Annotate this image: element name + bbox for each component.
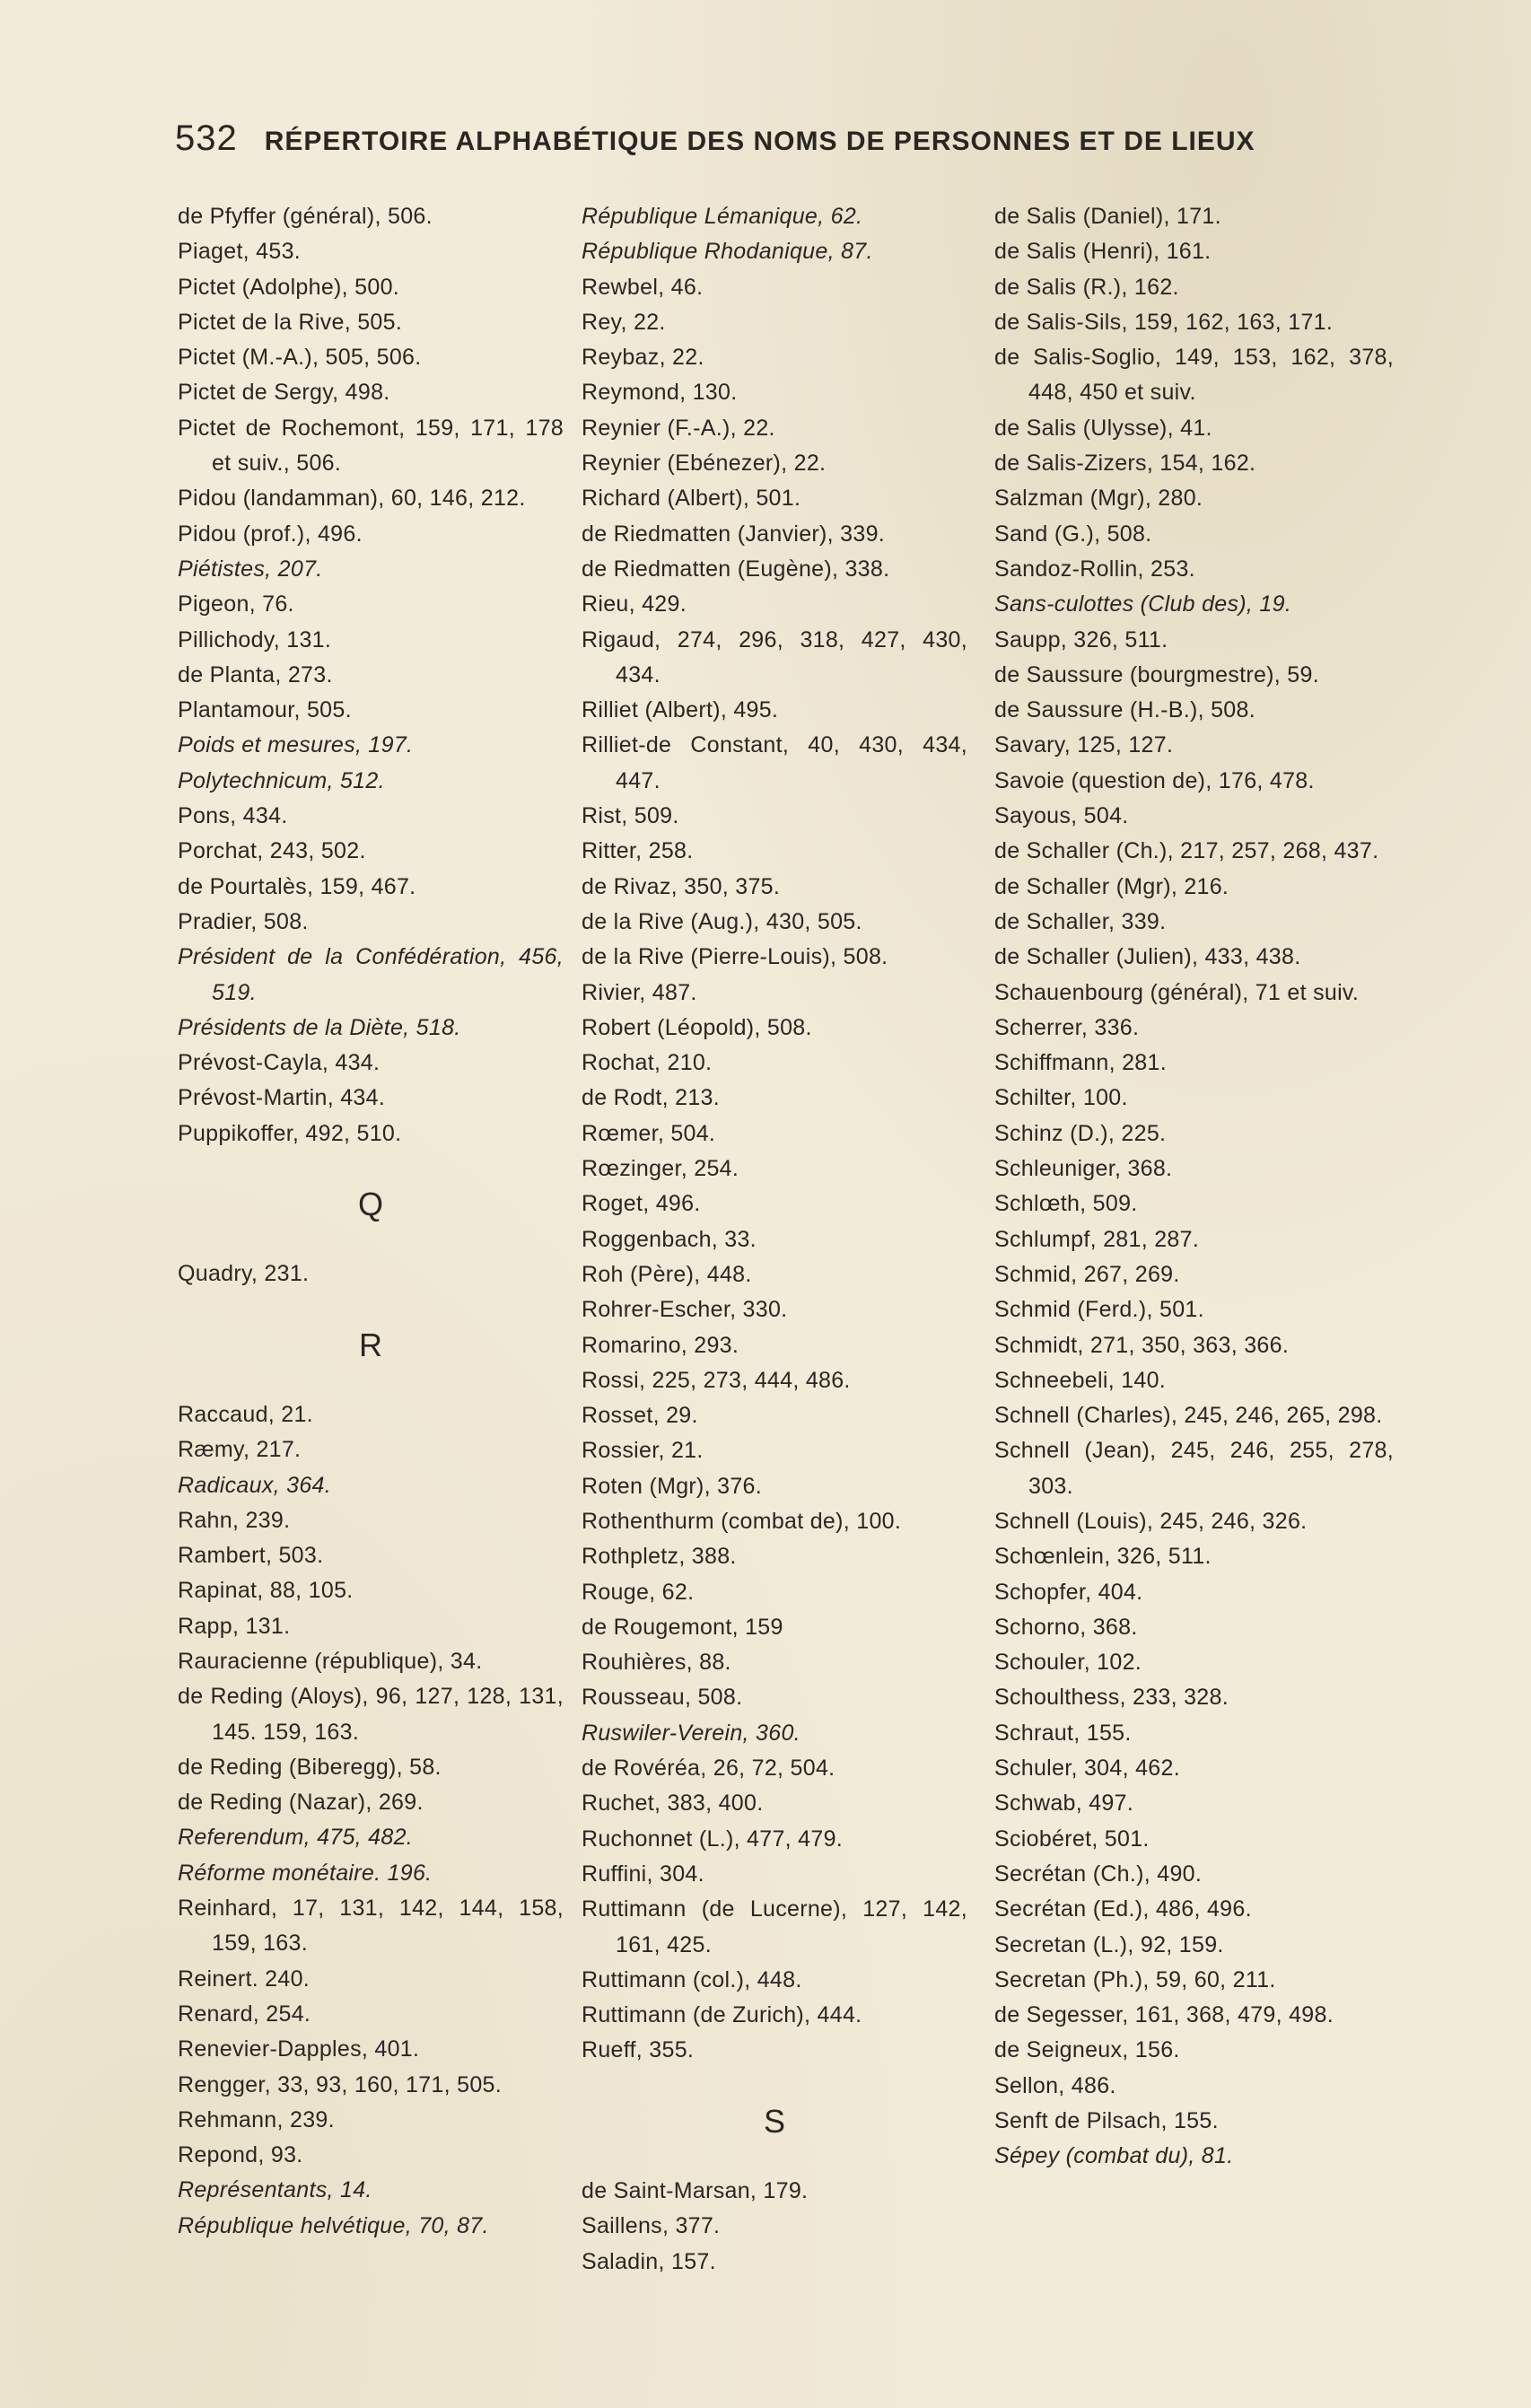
index-entry: Pidou (prof.), 496. <box>178 521 363 547</box>
index-entry: Schleuniger, 368. <box>994 1156 1173 1182</box>
index-entry: Sandoz-Rollin, 253. <box>994 556 1195 582</box>
index-entry: Poids et mesures, 197. <box>178 732 414 758</box>
index-entry: Radicaux, 364. <box>178 1472 331 1498</box>
index-entry: Roggenbach, 33. <box>582 1226 757 1252</box>
index-entry: Ræmy, 217. <box>178 1437 302 1463</box>
index-entry: Salzman (Mgr), 280. <box>994 486 1203 512</box>
index-entry: Ruffini, 304. <box>582 1861 704 1887</box>
index-entry: de la Rive (Aug.), 430, 505. <box>582 908 862 934</box>
index-entry: Reynier (F.-A.), 22. <box>582 415 775 441</box>
index-entry: Ruswiler-Verein, 360. <box>582 1720 800 1746</box>
index-entry: Reinhard, 17, 131, 142, 144, 158, 159, 163. <box>178 1896 564 1957</box>
index-entry: Ruchet, 383, 400. <box>582 1791 764 1817</box>
index-entry: Rivier, 487. <box>582 979 697 1005</box>
index-entry: Sciobéret, 501. <box>994 1826 1150 1852</box>
index-entry: Savary, 125, 127. <box>994 732 1174 758</box>
index-entry: Schinz (D.), 225. <box>994 1120 1167 1146</box>
index-entry: Schuler, 304, 462. <box>994 1756 1180 1782</box>
index-entry: Scherrer, 336. <box>994 1014 1140 1040</box>
index-entry: Rehmann, 239. <box>178 2106 335 2132</box>
index-entry: Saupp, 326, 511. <box>994 626 1168 652</box>
index-entry: Schwab, 497. <box>994 1791 1134 1817</box>
index-entry: Rahn, 239. <box>178 1507 291 1533</box>
index-entry: Secrétan (Ed.), 486, 496. <box>994 1896 1252 1922</box>
index-entry: Secrétan (Ch.), 490. <box>994 1861 1203 1887</box>
index-entry: Ruttimann (de Lucerne), 127, 142, 161, 425. <box>582 1896 967 1957</box>
index-entry: de Riedmatten (Eugène), 338. <box>582 556 890 582</box>
index-entry: République Rhodanique, 87. <box>582 239 873 265</box>
index-entry: Schlœth, 509. <box>994 1191 1138 1217</box>
index-entry: Rousseau, 508. <box>582 1685 743 1711</box>
index-entry: Rengger, 33, 93, 160, 171, 505. <box>178 2071 502 2097</box>
index-entry: Referendum, 475, 482. <box>178 1825 414 1851</box>
index-entry: Ruchonnet (L.), 477, 479. <box>582 1826 844 1852</box>
index-column-3 <box>994 199 1394 2175</box>
index-entry: de Pourtalès, 159, 467. <box>178 873 416 899</box>
index-entry: Schnell (Jean), 245, 246, 255, 278, 303. <box>994 1438 1394 1499</box>
index-entry: Prévost-Martin, 434. <box>178 1085 386 1111</box>
index-entry: Schauenbourg (général), 71 et suiv. <box>994 979 1360 1005</box>
index-entry: de Pfyffer (général), 506. <box>178 204 433 229</box>
index-entry: Rueff, 355. <box>582 2037 695 2063</box>
index-entry: Reybaz, 22. <box>582 345 704 371</box>
index-entry: de Schaller (Julien), 433, 438. <box>994 944 1301 970</box>
section-letter: R <box>359 1326 382 1363</box>
index-entry: Schoulthess, 233, 328. <box>994 1685 1229 1711</box>
index-entry: Renevier-Dapples, 401. <box>178 2036 420 2062</box>
index-entry: Pidou (landamman), 60, 146, 212. <box>178 486 526 512</box>
index-entry: Puppikoffer, 492, 510. <box>178 1120 402 1146</box>
index-entry: Reynier (Ebénezer), 22. <box>582 451 827 477</box>
index-entry: Rouge, 62. <box>582 1579 695 1605</box>
index-entry: Schraut, 155. <box>994 1720 1132 1746</box>
index-entry: de Rodt, 213. <box>582 1085 721 1111</box>
index-entry: Présidents de la Diète, 518. <box>178 1014 461 1040</box>
index-entry: Rilliet-de Constant, 40, 430, 434, 447. <box>582 732 967 793</box>
index-entry: de Rivaz, 350, 375. <box>582 873 781 899</box>
index-entry: République helvétique, 70, 87. <box>178 2212 489 2238</box>
index-entry: Rist, 509. <box>582 803 679 829</box>
index-entry: Roten (Mgr), 376. <box>582 1473 763 1499</box>
index-entry: de Rovéréa, 26, 72, 504. <box>582 1756 835 1782</box>
index-entry: Rapinat, 88, 105. <box>178 1578 354 1604</box>
index-entry: Roh (Père), 448. <box>582 1261 752 1287</box>
page-number: 532 <box>175 118 238 158</box>
index-entry: de Saint-Marsan, 179. <box>582 2178 809 2204</box>
index-entry: Rothenthurm (combat de), 100. <box>582 1508 902 1534</box>
index-entry: Rossi, 225, 273, 444, 486. <box>582 1367 851 1393</box>
index-entry: Saladin, 157. <box>582 2248 716 2274</box>
index-entry: Rohrer-Escher, 330. <box>582 1297 788 1323</box>
index-entry: Schnell (Charles), 245, 246, 265, 298. <box>994 1403 1383 1429</box>
index-entry: République Lémanique, 62. <box>582 204 863 229</box>
index-entry: de Salis-Sils, 159, 162, 163, 171. <box>994 309 1334 335</box>
index-entry: de Segesser, 161, 368, 479, 498. <box>994 2002 1334 2028</box>
index-entry: Sépey (combat du), 81. <box>994 2143 1234 2169</box>
index-entry: Sans-culottes (Club des), 19. <box>994 591 1292 617</box>
index-entry: de la Rive (Pierre-Louis), 508. <box>582 944 888 970</box>
index-entry: de Reding (Biberegg), 58. <box>178 1754 442 1780</box>
index-entry: Rieu, 429. <box>582 591 687 617</box>
index-entry: de Salis (Henri), 161. <box>994 239 1212 265</box>
index-entry: Pradier, 508. <box>178 908 309 934</box>
index-entry: de Reding (Aloys), 96, 127, 128, 131, 145. 159, 163. <box>178 1684 564 1745</box>
index-entry: Schorno, 368. <box>994 1614 1138 1640</box>
index-entry: Pictet (M.-A.), 505, 506. <box>178 345 422 371</box>
index-entry: Schnell (Louis), 245, 246, 326. <box>994 1508 1308 1534</box>
index-entry: Ruttimann (col.), 448. <box>582 1966 802 1992</box>
index-entry: de Schaller (Mgr), 216. <box>994 873 1229 899</box>
index-entry: Sayous, 504. <box>994 803 1129 829</box>
index-entry: de Saussure (bourgmestre), 59. <box>994 661 1319 687</box>
index-entry: Rochat, 210. <box>582 1050 713 1076</box>
index-entry: de Salis (Daniel), 171. <box>994 204 1221 229</box>
index-entry: Rauracienne (république), 34. <box>178 1648 483 1674</box>
index-entry: Pictet de Rochemont, 159, 171, 178 et suiv., 506. <box>178 415 564 477</box>
index-entry: Schmid (Ferd.), 501. <box>994 1297 1204 1323</box>
index-entry: Schœnlein, 326, 511. <box>994 1544 1212 1570</box>
index-entry: Rœmer, 504. <box>582 1120 716 1146</box>
index-entry: Rigaud, 274, 296, 318, 427, 430, 434. <box>582 626 967 687</box>
index-entry: de Salis (Ulysse), 41. <box>994 415 1212 441</box>
index-entry: Roget, 496. <box>582 1191 701 1217</box>
index-entry: de Salis (R.), 162. <box>994 274 1179 300</box>
index-entry: Sand (G.), 508. <box>994 521 1152 547</box>
index-column-2 <box>582 199 967 2280</box>
index-entry: de Saussure (H.-B.), 508. <box>994 697 1255 723</box>
index-column-1 <box>178 199 564 2244</box>
index-entry: Schmidt, 271, 350, 363, 366. <box>994 1332 1290 1358</box>
index-entry: de Rougemont, 159 <box>582 1614 783 1640</box>
running-title: RÉPERTOIRE ALPHABÉTIQUE DES NOMS DE PERSONNES ET DE LIEUX <box>264 127 1255 156</box>
index-entry: de Riedmatten (Janvier), 339. <box>582 521 886 547</box>
index-entry: Rewbel, 46. <box>582 274 704 300</box>
index-entry: Piétistes, 207. <box>178 556 323 582</box>
index-entry: Rothpletz, 388. <box>582 1544 737 1570</box>
index-entry: Schilter, 100. <box>994 1085 1128 1111</box>
index-entry: Pons, 434. <box>178 803 288 829</box>
index-entry: Pictet de la Rive, 505. <box>178 309 403 335</box>
index-entry: Schouler, 102. <box>994 1650 1142 1676</box>
index-entry: Schlumpf, 281, 287. <box>994 1226 1200 1252</box>
index-entry: Secretan (L.), 92, 159. <box>994 1931 1224 1957</box>
index-entry: Repond, 93. <box>178 2142 303 2168</box>
index-entry: Senft de Pilsach, 155. <box>994 2108 1219 2134</box>
index-entry: Schneebeli, 140. <box>994 1367 1167 1393</box>
index-entry: Porchat, 243, 502. <box>178 838 366 864</box>
index-entry: Schmid, 267, 269. <box>994 1261 1180 1287</box>
index-entry: Saillens, 377. <box>582 2213 721 2239</box>
index-entry: Rapp, 131. <box>178 1613 291 1639</box>
index-entry: Rossier, 21. <box>582 1438 704 1464</box>
index-entry: Schopfer, 404. <box>994 1579 1143 1605</box>
index-entry: Pictet (Adolphe), 500. <box>178 274 400 300</box>
index-entry: de Schaller, 339. <box>994 908 1167 934</box>
index-entry: de Salis-Soglio, 149, 153, 162, 378, 448, 450 et suiv. <box>994 345 1394 406</box>
index-entry: Schiffmann, 281. <box>994 1050 1167 1076</box>
index-entry: Représentants, 14. <box>178 2177 372 2203</box>
index-entry: Rœzinger, 254. <box>582 1156 739 1182</box>
index-entry: Quadry, 231. <box>178 1261 310 1287</box>
index-entry: Pillichody, 131. <box>178 626 332 652</box>
section-letter: S <box>763 2102 785 2140</box>
index-entry: de Salis-Zizers, 154, 162. <box>994 451 1256 477</box>
index-entry: Polytechnicum, 512. <box>178 767 385 793</box>
index-entry: de Schaller (Ch.), 217, 257, 268, 437. <box>994 838 1379 864</box>
index-entry: Robert (Léopold), 508. <box>582 1014 812 1040</box>
index-entry: Renard, 254. <box>178 2001 311 2027</box>
index-entry: Richard (Albert), 501. <box>582 486 801 512</box>
index-entry: de Planta, 273. <box>178 661 333 687</box>
index-entry: Raccaud, 21. <box>178 1401 313 1427</box>
index-entry: Prévost-Cayla, 434. <box>178 1050 381 1076</box>
index-entry: Savoie (question de), 176, 478. <box>994 767 1315 793</box>
index-entry: Rosset, 29. <box>582 1403 698 1429</box>
index-entry: Pictet de Sergy, 498. <box>178 380 390 406</box>
index-entry: Secretan (Ph.), 59, 60, 211. <box>994 1966 1276 1992</box>
index-entry: Romarino, 293. <box>582 1332 739 1358</box>
index-entry: Pigeon, 76. <box>178 591 294 617</box>
index-entry: de Reding (Nazar), 269. <box>178 1790 424 1816</box>
index-entry: Sellon, 486. <box>994 2072 1116 2098</box>
index-entry: Rey, 22. <box>582 309 666 335</box>
index-entry: Plantamour, 505. <box>178 697 352 723</box>
index-entry: Rambert, 503. <box>178 1543 324 1569</box>
index-entry: Rilliet (Albert), 495. <box>582 697 779 723</box>
index-entry: Ritter, 258. <box>582 838 694 864</box>
index-entry: Réforme monétaire. 196. <box>178 1860 433 1886</box>
index-entry: Piaget, 453. <box>178 239 302 265</box>
page-header <box>175 118 1360 169</box>
section-letter: Q <box>357 1186 383 1223</box>
index-entry: Rouhières, 88. <box>582 1650 731 1676</box>
index-entry: Ruttimann (de Zurich), 444. <box>582 2002 862 2028</box>
index-entry: Président de la Confédération, 456, 519. <box>178 944 564 1005</box>
index-entry: Reinert. 240. <box>178 1966 311 1992</box>
index-entry: de Seigneux, 156. <box>994 2037 1180 2063</box>
index-entry: Reymond, 130. <box>582 380 738 406</box>
